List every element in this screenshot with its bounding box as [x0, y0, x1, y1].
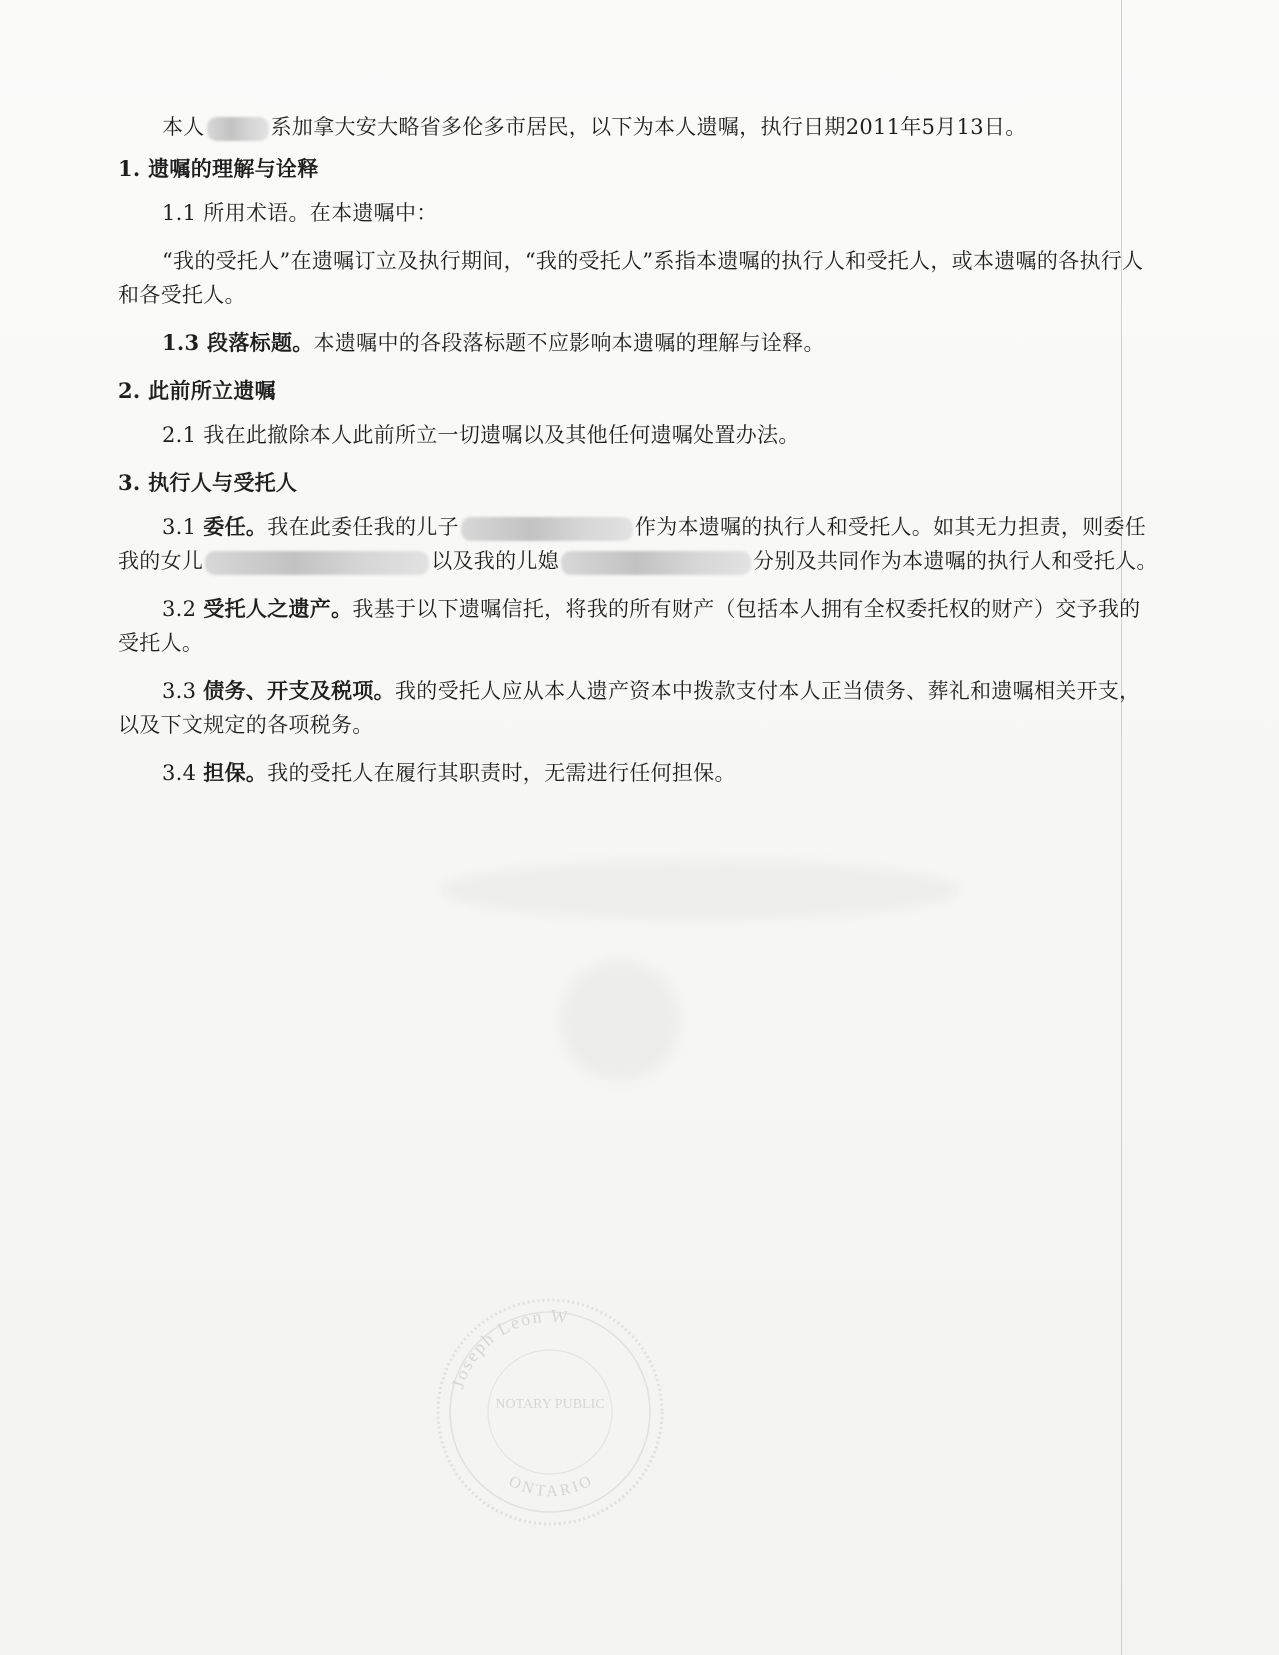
item-1-3 — [118, 326, 1158, 360]
item-1-1: 1.1 所用术语。在本遗嘱中： — [162, 201, 438, 225]
section-1-heading: 1. 遗嘱的理解与诠释 — [118, 156, 319, 181]
paper-smudge — [440, 860, 960, 920]
seal-center-text: NOTARY PUBLIC — [495, 1397, 605, 1412]
section-2-heading: 2. 此前所立遗嘱 — [118, 378, 276, 403]
item-3-1: 3.1 委任。我在此委任我的儿子 作为本遗嘱的执行人和受托人。如其无力担责，则委任我的女儿 以及我的儿媳 分别及共同作为本遗嘱的执行人和受托人。 — [118, 514, 1158, 573]
will-text — [118, 110, 1158, 790]
redacted-name — [207, 117, 269, 141]
item-1-3-text: 本遗嘱中的各段落标题不应影响本遗嘱的理解与诠释。 — [313, 331, 825, 355]
item-3-2: 3.2 受托人之遗产。我基于以下遗嘱信托，将我的所有财产（包括本人拥有全权委托权的财产）交予我的受托人。 — [118, 596, 1141, 655]
item-3-3: 3.3 债务、开支及税项。我的受托人应从本人遗产资本中拨款支付本人正当债务、葬礼和遗嘱相关开支，以及下文规定的各项税务。 — [118, 678, 1141, 737]
redacted-name — [205, 551, 429, 575]
item-1-3-title: 1.3 段落标题。 — [162, 330, 314, 355]
seal-top-text: Joseph Leon W — [447, 1305, 571, 1391]
item-3-4: 3.4 担保。我的受托人在履行其职责时，无需进行任何担保。 — [162, 760, 736, 785]
redacted-name — [461, 517, 633, 541]
intro-paragraph: 本人 系加拿大安大略省多伦多市居民，以下为本人遗嘱，执行日期2011年5月13日。 — [162, 115, 1027, 139]
paper-smudge — [560, 960, 680, 1080]
redacted-name — [561, 551, 751, 575]
seal-bottom-text: ONTARIO — [505, 1471, 598, 1501]
definition-paragraph: “我的受托人”在遗嘱订立及执行期间，“我的受托人”系指本遗嘱的执行人和受托人，或本遗嘱的各执行人和各受托人。 — [118, 249, 1144, 307]
section-3-heading: 3. 执行人与受托人 — [118, 470, 298, 495]
item-2-1: 2.1 我在此撤除本人此前所立一切遗嘱以及其他任何遗嘱处置办法。 — [162, 423, 800, 447]
notary-seal — [430, 1292, 670, 1532]
